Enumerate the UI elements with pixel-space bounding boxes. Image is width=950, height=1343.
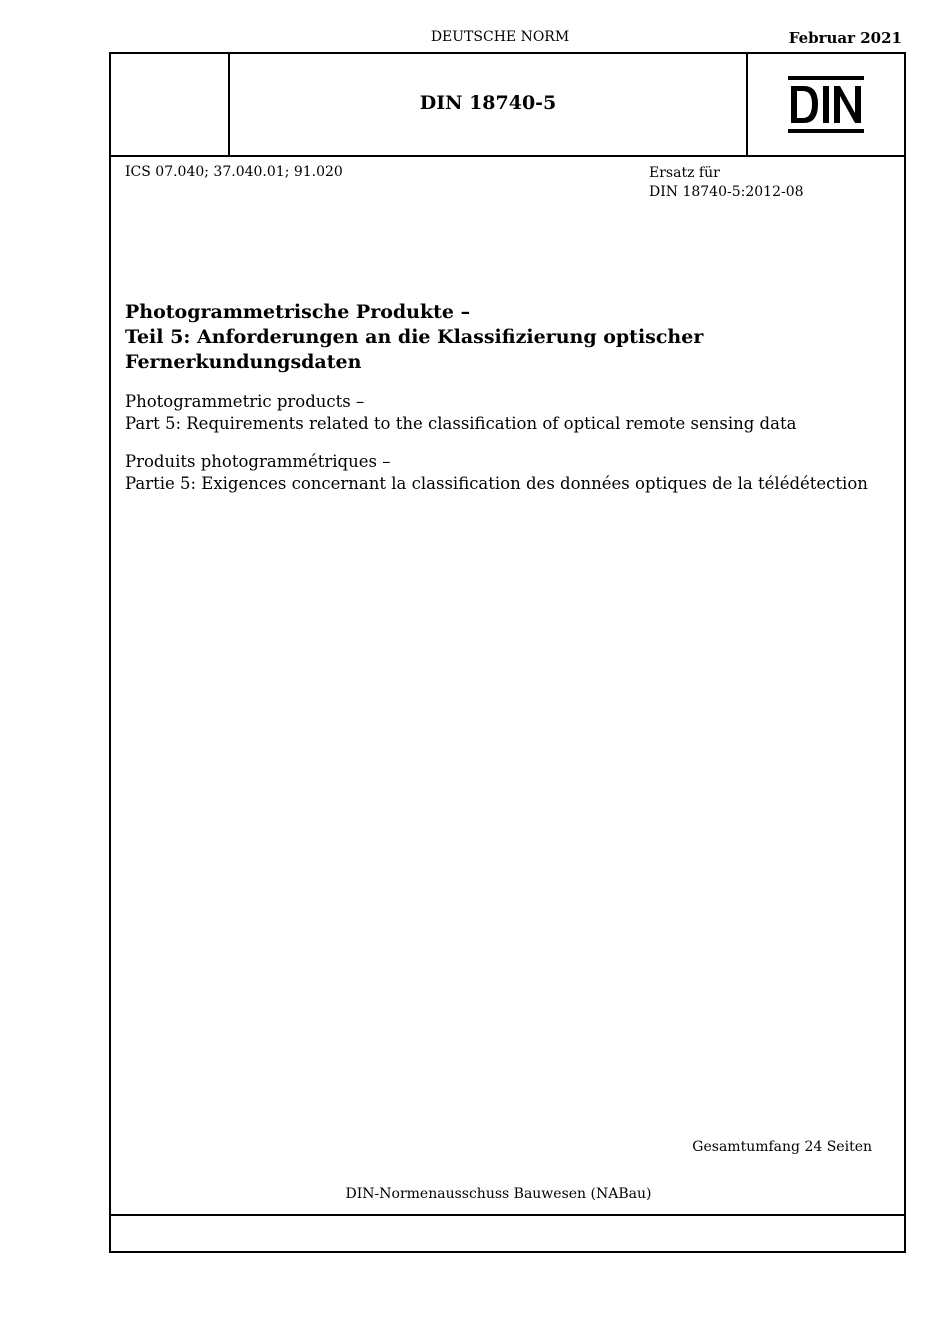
din-logo [788, 76, 864, 134]
header-empty-cell [111, 54, 230, 155]
document-number: DIN 18740-5 [419, 92, 557, 114]
replaces-block [649, 164, 804, 202]
footer-row [111, 1214, 904, 1253]
title-line: Partie 5: Exigences concernant la classification des données optiques de la télédétection [125, 474, 868, 493]
committee-name: DIN-Normenausschuss Bauwesen (NABau) [345, 1186, 652, 1202]
total-pages: Gesamtumfang 24 Seiten [692, 1139, 872, 1155]
title-line: Produits photogrammétriques – [125, 452, 391, 471]
header-row [111, 54, 904, 157]
replaced-document: DIN 18740-5:2012-08 [649, 184, 804, 200]
title-line: Photogrammetrische Produkte – [125, 301, 471, 323]
ics-codes: ICS 07.040; 37.040.01; 91.020 [125, 164, 343, 180]
norm-type-label: DEUTSCHE NORM [430, 29, 570, 45]
cover-frame [109, 52, 906, 1253]
title-line: Teil 5: Anforderungen an die Klassifizierung optischer [125, 326, 704, 348]
title-line: Photogrammetric products – [125, 392, 365, 411]
replaces-label: Ersatz für [649, 165, 720, 181]
title-french [125, 451, 900, 495]
logo-cell [746, 54, 906, 155]
title-english [125, 391, 895, 435]
title-german [125, 300, 885, 375]
title-line: Fernerkundungsdaten [125, 351, 362, 373]
title-line: Part 5: Requirements related to the classification of optical remote sensing data [125, 414, 797, 433]
publication-date: Februar 2021 [788, 29, 902, 47]
